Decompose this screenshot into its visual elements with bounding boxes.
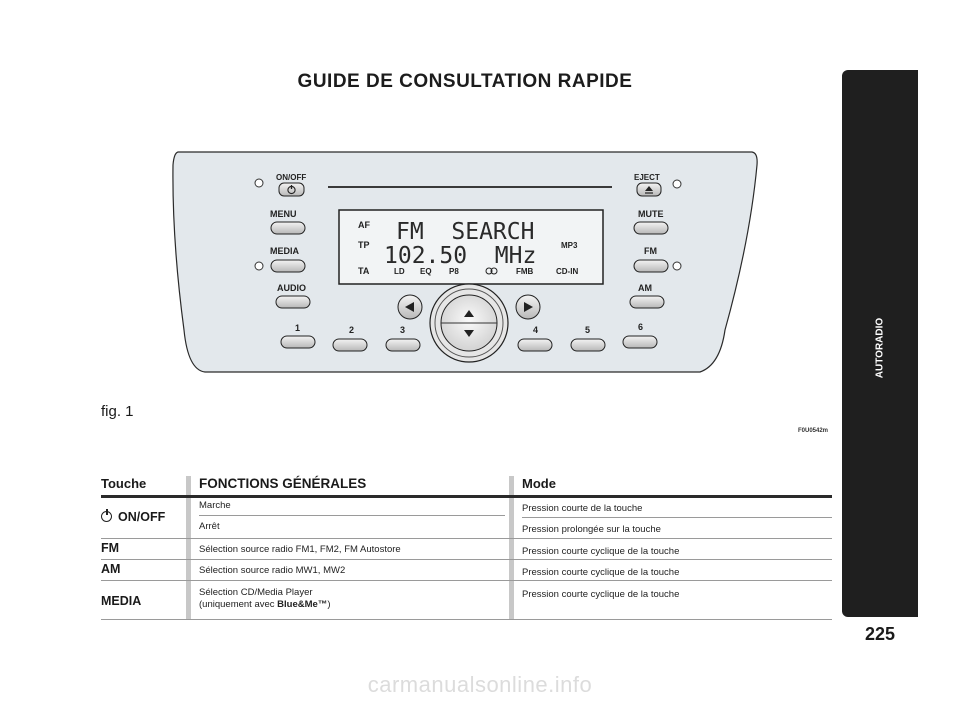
table-header-function: FONCTIONS GÉNÉRALES bbox=[199, 476, 367, 491]
preset-6-label: 6 bbox=[638, 322, 644, 332]
preset-1-label: 1 bbox=[295, 323, 301, 333]
table-cell-mode: Pression courte cyclique de la touche bbox=[522, 589, 680, 600]
table-cell-function bbox=[199, 587, 331, 611]
chapter-side-tab-label: AUTORADIO bbox=[874, 317, 886, 379]
preset-2-button bbox=[333, 339, 367, 351]
row-divider bbox=[101, 580, 832, 581]
table-cell-function: Arrêt bbox=[199, 521, 220, 532]
power-icon bbox=[101, 511, 112, 522]
table-cell-function: Sélection source radio MW1, MW2 bbox=[199, 565, 346, 576]
audio-button bbox=[276, 296, 310, 308]
indicator-circle-top-left bbox=[255, 179, 263, 187]
table-cell-mode: Pression courte cyclique de la touche bbox=[522, 546, 680, 557]
preset-4-button bbox=[518, 339, 552, 351]
table-row-key: AM bbox=[101, 562, 121, 576]
display-ld: LD bbox=[394, 267, 405, 276]
indicator-circle-bottom-right bbox=[673, 262, 681, 270]
function-text-end: ) bbox=[327, 599, 331, 610]
row-divider bbox=[522, 517, 832, 518]
table-header-key: Touche bbox=[101, 476, 147, 491]
table-header-rule bbox=[101, 495, 832, 498]
preset-2-label: 2 bbox=[349, 325, 355, 335]
function-text-line2: (uniquement avec bbox=[199, 599, 278, 610]
table-row-key: ON/OFF bbox=[101, 510, 165, 524]
display-mp3: MP3 bbox=[561, 241, 578, 250]
preset-3-label: 3 bbox=[400, 325, 406, 335]
table-cell-mode: Pression courte de la touche bbox=[522, 503, 643, 514]
display-fmb: FMB bbox=[516, 267, 534, 276]
preset-5-button bbox=[571, 339, 605, 351]
eject-label: EJECT bbox=[634, 173, 660, 182]
menu-label: MENU bbox=[270, 209, 297, 219]
display-ta: TA bbox=[358, 266, 370, 276]
display-tp: TP bbox=[358, 240, 370, 250]
mute-button bbox=[634, 222, 668, 234]
media-button bbox=[271, 260, 305, 272]
preset-1-button bbox=[281, 336, 315, 348]
indicator-circle-top-right bbox=[673, 180, 681, 188]
function-text-bold: Blue&Me™ bbox=[277, 599, 328, 610]
media-label: MEDIA bbox=[270, 246, 299, 256]
display-eq: EQ bbox=[420, 267, 432, 276]
function-text: Sélection CD/Media Player bbox=[199, 587, 313, 598]
display-p8: P8 bbox=[449, 267, 459, 276]
mute-label: MUTE bbox=[638, 209, 664, 219]
indicator-circle-bottom-left bbox=[255, 262, 263, 270]
display-af: AF bbox=[358, 220, 370, 230]
table-header-mode: Mode bbox=[522, 476, 556, 491]
table-row-key: MEDIA bbox=[101, 594, 142, 608]
fm-label: FM bbox=[644, 246, 657, 256]
table-row-key: FM bbox=[101, 541, 120, 555]
preset-3-button bbox=[386, 339, 420, 351]
menu-button bbox=[271, 222, 305, 234]
display-cd-in: CD-IN bbox=[556, 267, 579, 276]
row-divider bbox=[101, 619, 832, 620]
footer-watermark: carmanualsonline.info bbox=[367, 672, 593, 697]
row-divider bbox=[199, 515, 505, 516]
table-cell-mode: Pression prolongée sur la touche bbox=[522, 524, 661, 535]
fm-button bbox=[634, 260, 668, 272]
audio-label: AUDIO bbox=[277, 283, 306, 293]
table-cell-mode: Pression courte cyclique de la touche bbox=[522, 567, 680, 578]
preset-6-button bbox=[623, 336, 657, 348]
am-label: AM bbox=[638, 283, 652, 293]
preset-4-label: 4 bbox=[533, 325, 539, 335]
row-divider bbox=[101, 538, 832, 539]
page-title: GUIDE DE CONSULTATION RAPIDE bbox=[297, 71, 633, 92]
row-divider bbox=[101, 559, 832, 560]
display-line2: 102.50 MHz bbox=[384, 243, 537, 269]
page-number: 225 bbox=[864, 624, 896, 644]
table-cell-function: Marche bbox=[199, 500, 231, 511]
table-cell-function: Sélection source radio FM1, FM2, FM Autostore bbox=[199, 544, 401, 555]
preset-5-label: 5 bbox=[585, 325, 591, 335]
figure-caption: fig. 1 bbox=[101, 403, 134, 420]
on-off-label: ON/OFF bbox=[276, 173, 307, 182]
figure-code: F0U0542m bbox=[798, 428, 829, 434]
am-button bbox=[630, 296, 664, 308]
display-line1: FM SEARCH bbox=[396, 219, 535, 245]
